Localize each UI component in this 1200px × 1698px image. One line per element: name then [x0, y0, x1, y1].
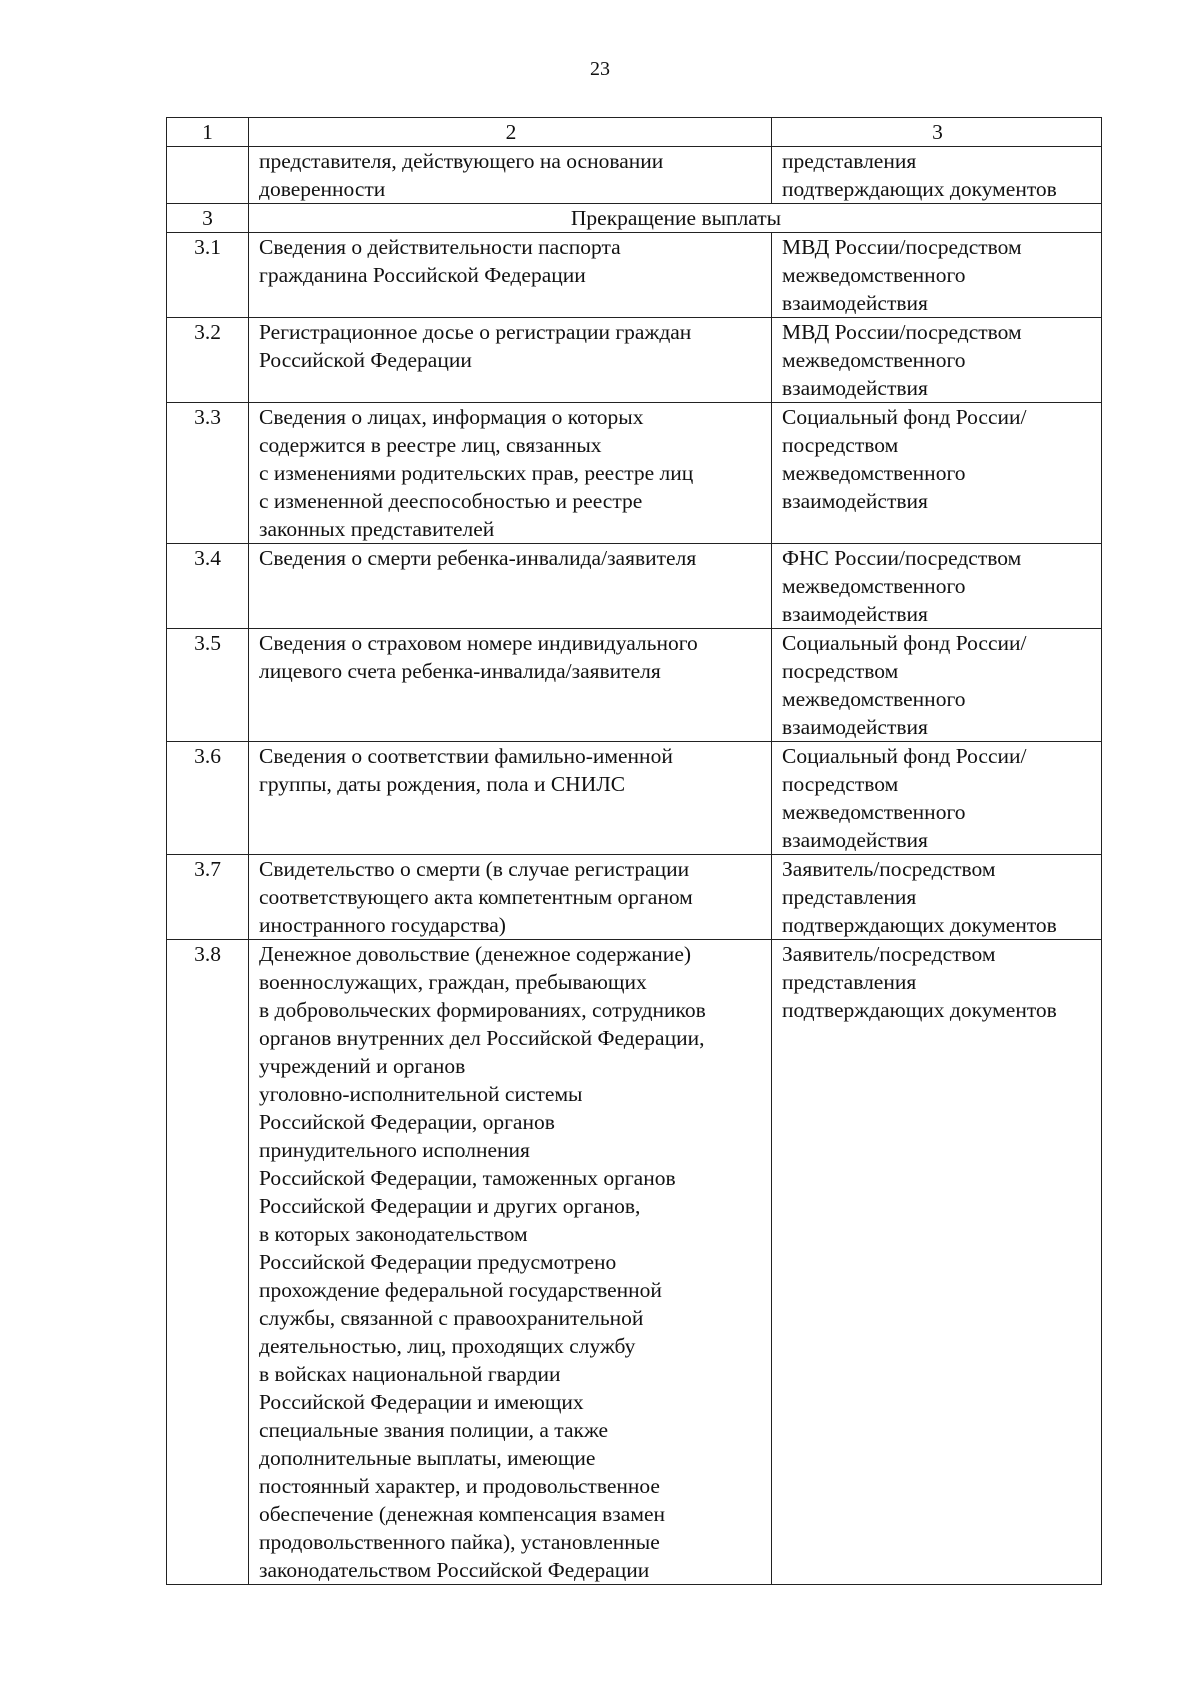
continuation-col2: представителя, действующего на основании доверенности: [249, 147, 772, 204]
row-source: Заявитель/посредством представления подтверждающих документов: [772, 940, 1102, 1585]
table-row: [167, 544, 1102, 629]
row-document-name: Сведения о соответствии фамильно-именной группы, даты рождения, пола и СНИЛС: [249, 742, 772, 855]
row-document-name: Денежное довольствие (денежное содержание) военнослужащих, граждан, пребывающих в добровольческих формированиях, сотрудников органов внутренних дел Российской Федерации, учреждений и органов уголовно-исполнительной системы Российской Федерации, органов принудительного исполнения Российской Федерации, таможенных органов Российской Федерации и других органов, в которых законодательством Российской Федерации предусмотрено прохождение федеральной государственной службы, связанной с правоохранительной деятельностью, лиц, проходящих службу в войсках национальной гвардии Российской Федерации и имеющих специальные звания полиции, а также дополнительные выплаты, имеющие постоянный характер, и продовольственное обеспечение (денежная компенсация взамен продовольственного пайка), установленные законодательством Российской Федерации: [249, 940, 772, 1585]
table-row: [167, 629, 1102, 742]
continuation-row: [167, 147, 1102, 204]
row-source: Социальный фонд России/ посредством межведомственного взаимодействия: [772, 629, 1102, 742]
table-row: [167, 940, 1102, 1585]
row-number: 3.5: [167, 629, 249, 742]
row-document-name: Свидетельство о смерти (в случае регистрации соответствующего акта компетентным органом иностранного государства): [249, 855, 772, 940]
row-source: Заявитель/посредством представления подтверждающих документов: [772, 855, 1102, 940]
row-document-name: Сведения о лицах, информация о которых содержится в реестре лиц, связанных с изменениями родительских прав, реестре лиц с измененной дееспособностью и реестре законных представителей: [249, 403, 772, 544]
table-header-row: [167, 118, 1102, 147]
row-number: 3.1: [167, 233, 249, 318]
continuation-num-cell: [167, 147, 249, 204]
page-number: 23: [590, 58, 610, 80]
table-row: [167, 855, 1102, 940]
section-title: Прекращение выплаты: [249, 204, 1102, 233]
table-row: [167, 318, 1102, 403]
row-number: 3.3: [167, 403, 249, 544]
row-document-name: Сведения о смерти ребенка-инвалида/заявителя: [249, 544, 772, 629]
row-number: 3.7: [167, 855, 249, 940]
section-number: 3: [167, 204, 249, 233]
section-row: [167, 204, 1102, 233]
table-row: [167, 233, 1102, 318]
row-source: Социальный фонд России/ посредством межведомственного взаимодействия: [772, 742, 1102, 855]
row-source: Социальный фонд России/ посредством межведомственного взаимодействия: [772, 403, 1102, 544]
row-document-name: Сведения о страховом номере индивидуального лицевого счета ребенка-инвалида/заявителя: [249, 629, 772, 742]
row-number: 3.8: [167, 940, 249, 1585]
header-col-2: 2: [249, 118, 772, 147]
row-source: ФНС России/посредством межведомственного взаимодействия: [772, 544, 1102, 629]
header-col-3: 3: [772, 118, 1102, 147]
table-row: [167, 742, 1102, 855]
row-document-name: Сведения о действительности паспорта гражданина Российской Федерации: [249, 233, 772, 318]
header-col-1: 1: [167, 118, 249, 147]
documents-table: [166, 117, 1102, 1585]
continuation-col3: представления подтверждающих документов: [772, 147, 1102, 204]
table-row: [167, 403, 1102, 544]
row-source: МВД России/посредством межведомственного взаимодействия: [772, 233, 1102, 318]
row-number: 3.2: [167, 318, 249, 403]
row-source: МВД России/посредством межведомственного взаимодействия: [772, 318, 1102, 403]
row-number: 3.6: [167, 742, 249, 855]
row-document-name: Регистрационное досье о регистрации граждан Российской Федерации: [249, 318, 772, 403]
row-number: 3.4: [167, 544, 249, 629]
